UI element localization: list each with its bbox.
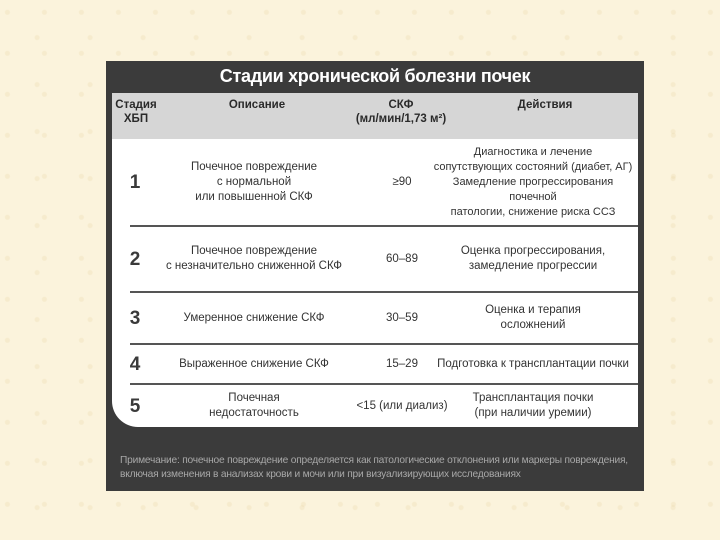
table-title: Стадии хронической болезни почек — [219, 66, 531, 86]
stage-number: 3 — [129, 307, 141, 329]
header-stage: Стадия ХБП — [115, 99, 157, 125]
stage-number: 4 — [129, 353, 141, 375]
stage-actions: Диагностика и лечение сопутствующих состояний (диабет, АГ) Замедление прогрессирования почечной патологии, снижение риска ССЗ — [433, 145, 633, 218]
stage-description: Почечное повреждение с нормальной или повышенной СКФ — [190, 160, 318, 203]
ckd-stages-table-card — [106, 61, 644, 491]
stage-actions: Подготовка к трансплантации почки — [437, 357, 629, 370]
header-gfr: СКФ (мл/мин/1,73 м²) — [355, 99, 447, 125]
stage-description: Почечная недостаточность — [209, 392, 299, 419]
table-row-stage-4 — [112, 345, 638, 383]
stage-number: 1 — [129, 171, 141, 193]
stage-actions: Оценка прогрессирования, замедление прогрессии — [460, 245, 606, 272]
stage-number: 2 — [129, 248, 141, 270]
table-body — [112, 139, 638, 427]
stage-gfr: 60–89 — [386, 252, 418, 265]
stage-description: Умеренное снижение СКФ — [183, 311, 325, 324]
header-actions: Действия — [517, 99, 573, 111]
stage-description: Выраженное снижение СКФ — [179, 357, 329, 370]
stage-gfr: 15–29 — [386, 357, 418, 370]
header-description: Описание — [228, 99, 286, 111]
table-row-stage-5 — [112, 385, 638, 427]
table-row-stage-1 — [112, 139, 638, 225]
stage-actions: Трансплантация почки (при наличии уремии) — [472, 392, 594, 419]
stage-actions: Оценка и терапия осложнений — [485, 304, 581, 331]
table-header-row — [112, 93, 638, 139]
stage-description: Почечное повреждение с незначительно сниженной СКФ — [165, 245, 343, 272]
table-footnote: Примечание: почечное повреждение определяется как патологические отклонения или маркеры повреждения, включая изменения в анализах крови и мочи или при визуализирующих исследованиях — [120, 455, 628, 480]
table-row-stage-2 — [112, 227, 638, 291]
stage-gfr: ≥90 — [392, 175, 412, 188]
stage-gfr: <15 (или диализ) — [356, 399, 448, 412]
stage-number: 5 — [129, 395, 141, 417]
stage-gfr: 30–59 — [386, 311, 418, 324]
table-row-stage-3 — [112, 293, 638, 343]
